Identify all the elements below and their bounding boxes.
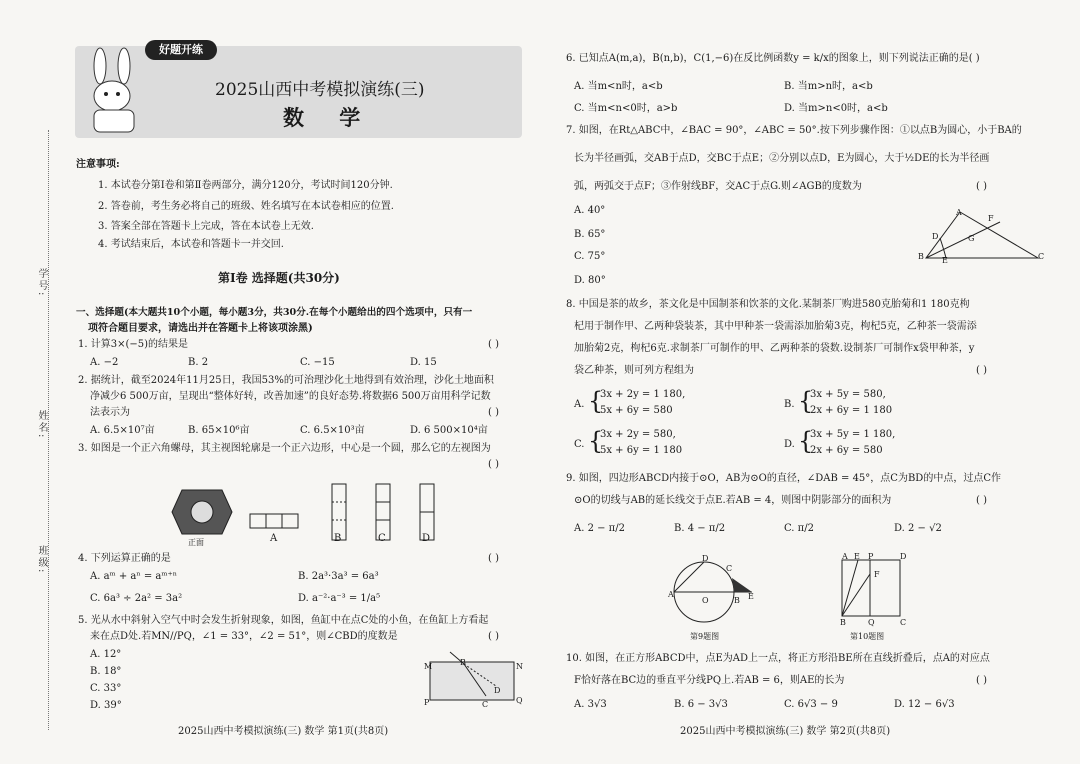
q8-option-c-eq1: 3x + 2y = 580,	[600, 429, 676, 440]
q10-label-d: D	[900, 552, 907, 561]
q9-label-d: D	[702, 554, 709, 563]
notice-2: 2. 答卷前，考生务必将自己的班级、姓名填写在本试卷相应的位置.	[98, 201, 394, 212]
q2-option-b: B. 65×10⁶亩	[188, 425, 250, 436]
q9-option-a: A. 2 − π/2	[574, 523, 625, 534]
q7-line-2: 长为半径画弧，交AB于点D，交BC于点E；②分别以点D，E为圆心，大于½DE的长为半径画	[574, 153, 990, 164]
q8-option-b-eq2: 2x + 6y = 1 180	[810, 405, 893, 416]
q2-option-c: C. 6.5×10³亩	[300, 425, 365, 436]
q6-option-c: C. 当m<n<0时，a>b	[574, 103, 678, 114]
q5-line-1: 5. 光从水中斜射入空气中时会发生折射现象，如图，鱼缸中在点C处的小鱼，在鱼缸上方看起	[78, 615, 489, 626]
q8-line-4: 袋乙种茶，则可列方程组为	[574, 365, 694, 376]
q4-option-a: A. aᵐ + aⁿ = aᵐ⁺ⁿ	[90, 571, 178, 582]
q9-option-b: B. 4 − π/2	[674, 523, 726, 534]
q9-answer-paren: ( )	[976, 495, 987, 506]
notice-1: 1. 本试卷分第Ⅰ卷和第Ⅱ卷两部分，满分120分，考试时间120分钟.	[98, 180, 393, 191]
binding-dotted-line	[48, 130, 49, 730]
q2-line-2: 净减少6 500万亩，呈现出“整体好转，改善加速”的良好态势.将数据6 500万亩用科学记数	[90, 391, 491, 402]
q3-label-b: B	[334, 533, 342, 544]
q8-option-d-brace: {	[798, 427, 814, 455]
q10-label-a: A	[842, 552, 848, 561]
q7-label-g: G	[968, 234, 975, 243]
q10-figure-caption: 第10题图	[850, 632, 885, 641]
q5-option-a: A. 12°	[90, 649, 122, 660]
q1-option-a: A. −2	[90, 357, 119, 368]
q9-label-o: O	[702, 596, 709, 605]
q10-label-f: F	[874, 570, 880, 579]
q9-label-c: C	[726, 564, 733, 573]
subject-title: 数 学	[283, 105, 375, 130]
q4-option-b: B. 2a³·3a³ = 6a³	[298, 571, 379, 582]
q2-option-a: A. 6.5×10⁷亩	[90, 425, 155, 436]
q8-answer-paren: ( )	[976, 365, 987, 376]
q5-label-n: N	[516, 662, 523, 671]
q9-option-d: D. 2 − √2	[894, 523, 942, 534]
q3-answer-paren: ( )	[488, 459, 499, 470]
q1-stem: 1. 计算3×(−5)的结果是	[78, 339, 189, 350]
q9-line-1: 9. 如图，四边形ABCD内接于⊙O，AB为⊙O的直径，∠DAB = 45°，点C为BD的中点，过点C作	[566, 473, 1001, 484]
q8-option-b-eq1: 3x + 5y = 580,	[810, 389, 886, 400]
q4-option-c: C. 6a³ ÷ 2a² = 3a²	[90, 593, 183, 604]
q10-square-figure	[840, 558, 904, 618]
q7-option-b: B. 65°	[574, 229, 606, 240]
spine-student-id: 学号:	[36, 268, 47, 298]
q2-line-3: 法表示为	[90, 407, 130, 418]
q7-option-a: A. 40°	[574, 205, 606, 216]
q1-answer-paren: ( )	[488, 339, 499, 350]
q1-option-c: C. −15	[300, 357, 335, 368]
q7-option-d: D. 80°	[574, 275, 606, 286]
q4-option-d: D. a⁻²·a⁻³ = 1/a⁵	[298, 593, 381, 604]
q8-line-3: 加胎菊2克，枸杞6克.求制茶厂可制作的甲、乙两种茶的袋数.设制茶厂可制作x袋甲种茶，y	[574, 343, 975, 354]
q9-label-b: B	[734, 596, 740, 605]
q9-figure-caption: 第9题图	[690, 632, 720, 641]
notice-3: 3. 答案全部在答题卡上完成，答在本试卷上无效.	[98, 221, 314, 232]
q4-stem: 4. 下列运算正确的是	[78, 553, 171, 564]
q10-option-a: A. 3√3	[574, 699, 607, 710]
q8-option-a-label: A.	[574, 399, 585, 410]
q7-label-f: F	[988, 214, 994, 223]
q7-option-c: C. 75°	[574, 251, 606, 262]
q10-label-q: Q	[868, 618, 875, 627]
q7-label-d: D	[932, 232, 939, 241]
q3-label-c: C	[378, 533, 386, 544]
q9-line-2: ⊙O的切线与AB的延长线交于点E.若AB = 4，则图中阴影部分的面积为	[574, 495, 892, 506]
q3-figures	[170, 478, 460, 550]
q7-answer-paren: ( )	[976, 181, 987, 192]
q8-line-2: 杞用于制作甲、乙两种袋装茶，其中甲种茶一袋需添加胎菊3克，枸杞5克，乙种茶一袋需添	[574, 321, 977, 332]
q3-label-d: D	[422, 533, 431, 544]
q6-option-d: D. 当m>n<0时，a<b	[784, 103, 888, 114]
q3-label-a: A	[270, 533, 278, 544]
q10-answer-paren: ( )	[976, 675, 987, 686]
q7-line-1: 7. 如图，在Rt△ABC中，∠BAC = 90°，∠ABC = 50°.按下列步骤作图：①以点B为圆心，小于BA的	[566, 125, 1022, 136]
q5-answer-paren: ( )	[488, 631, 499, 642]
q8-option-a-eq1: 3x + 2y = 1 180,	[600, 389, 686, 400]
badge: 好题开练	[145, 40, 217, 60]
q10-option-c: C. 6√3 − 9	[784, 699, 838, 710]
q8-option-c-eq2: 5x + 6y = 1 180	[600, 445, 683, 456]
q8-option-b-brace: {	[798, 387, 814, 415]
q1-option-b: B. 2	[188, 357, 209, 368]
section-heading: 第Ⅰ卷 选择题(共30分)	[218, 271, 340, 285]
q7-label-c: C	[1038, 252, 1045, 261]
q9-option-c: C. π/2	[784, 523, 814, 534]
rabbit-mascot-icon	[78, 48, 148, 138]
left-page-footer: 2025山西中考模拟演练(三) 数学 第1页(共8页)	[178, 726, 389, 737]
q5-fish-tank-figure	[420, 650, 520, 708]
q4-answer-paren: ( )	[488, 553, 499, 564]
q8-option-c-brace: {	[588, 427, 604, 455]
part-intro-2: 项符合题目要求，请选出并在答题卡上将该项涂黑)	[88, 323, 313, 334]
q5-option-c: C. 33°	[90, 683, 122, 694]
hex-nut-image	[172, 490, 232, 534]
q8-option-d-label: D.	[784, 439, 795, 450]
q10-label-p: P	[868, 552, 874, 561]
part-intro-1: 一、选择题(本大题共10个小题，每小题3分，共30分.在每个小题给出的四个选项中，只有一	[76, 307, 473, 318]
notice-4: 4. 考试结束后，本试卷和答题卡一并交回.	[98, 239, 284, 250]
q5-option-d: D. 39°	[90, 700, 122, 711]
q8-option-c-label: C.	[574, 439, 585, 450]
spine-class: 班级:	[36, 545, 47, 575]
q6-option-b: B. 当m>n时，a<b	[784, 81, 873, 92]
q7-label-b: B	[918, 252, 924, 261]
q3-front-label: 正面	[188, 538, 204, 547]
q5-label-q: Q	[516, 696, 523, 705]
q7-line-3: 弧，两弧交于点F；③作射线BF，交AC于点G.则∠AGB的度数为	[574, 181, 862, 192]
spine-name: 姓名:	[36, 410, 47, 440]
q9-label-a: A	[668, 590, 674, 599]
notice-heading: 注意事项:	[76, 159, 120, 170]
q3-stem: 3. 如图是一个正六角螺母，其主视图轮廓是一个正六边形，中心是一个圆，那么它的左视图为	[78, 443, 491, 454]
q5-label-p: P	[424, 698, 430, 707]
q10-option-d: D. 12 − 6√3	[894, 699, 955, 710]
q10-line-2: F恰好落在BC边的垂直平分线PQ上.若AB = 6，则AE的长为	[574, 675, 845, 686]
q5-label-m: M	[424, 662, 433, 671]
q8-line-1: 8. 中国是茶的故乡，茶文化是中国制茶和饮茶的文化.某制茶厂购进580克胎菊和1 180克枸	[566, 299, 970, 310]
q1-option-d: D. 15	[410, 357, 437, 368]
q5-label-c: C	[482, 700, 489, 709]
q5-line-2: 来在点D处.若MN//PQ，∠1 = 33°，∠2 = 51°，则∠CBD的度数是	[90, 631, 398, 642]
q8-option-b-label: B.	[784, 399, 795, 410]
q5-option-b: B. 18°	[90, 666, 122, 677]
q8-option-d-eq1: 3x + 5y = 1 180,	[810, 429, 896, 440]
q5-label-b: B	[460, 658, 466, 667]
q6-option-a: A. 当m<n时，a<b	[574, 81, 663, 92]
q2-line-1: 2. 据统计，截至2024年11月25日，我国53%的可治理沙化土地得到有效治理，沙化土地面积	[78, 375, 494, 386]
q9-circle-figure	[670, 556, 760, 622]
q10-line-1: 10. 如图，在正方形ABCD中，点E为AD上一点，将正方形沿BE所在直线折叠后，点A的对应点	[566, 653, 990, 664]
q7-label-a: A	[956, 208, 962, 217]
right-page-footer: 2025山西中考模拟演练(三) 数学 第2页(共8页)	[680, 726, 891, 737]
q8-option-a-eq2: 5x + 6y = 580	[600, 405, 673, 416]
q10-option-b: B. 6 − 3√3	[674, 699, 728, 710]
q3-option-a-figure	[250, 514, 298, 528]
q5-label-d: D	[494, 686, 501, 695]
q9-label-e: E	[748, 592, 754, 601]
q2-answer-paren: ( )	[488, 407, 499, 418]
q8-option-d-eq2: 2x + 6y = 580	[810, 445, 883, 456]
q8-option-a-brace: {	[588, 387, 604, 415]
q2-option-d: D. 6 500×10⁴亩	[410, 425, 488, 436]
q6-stem: 6. 已知点A(m,a)，B(n,b)，C(1,−6)在反比例函数y = k/x的图象上，则下列说法正确的是( )	[566, 53, 980, 64]
q7-label-e: E	[942, 256, 948, 265]
right-page	[540, 0, 1080, 764]
q10-label-c: C	[900, 618, 907, 627]
exam-title: 2025山西中考模拟演练(三)	[215, 80, 425, 100]
q10-label-e: E	[854, 552, 860, 561]
q10-label-b: B	[840, 618, 846, 627]
